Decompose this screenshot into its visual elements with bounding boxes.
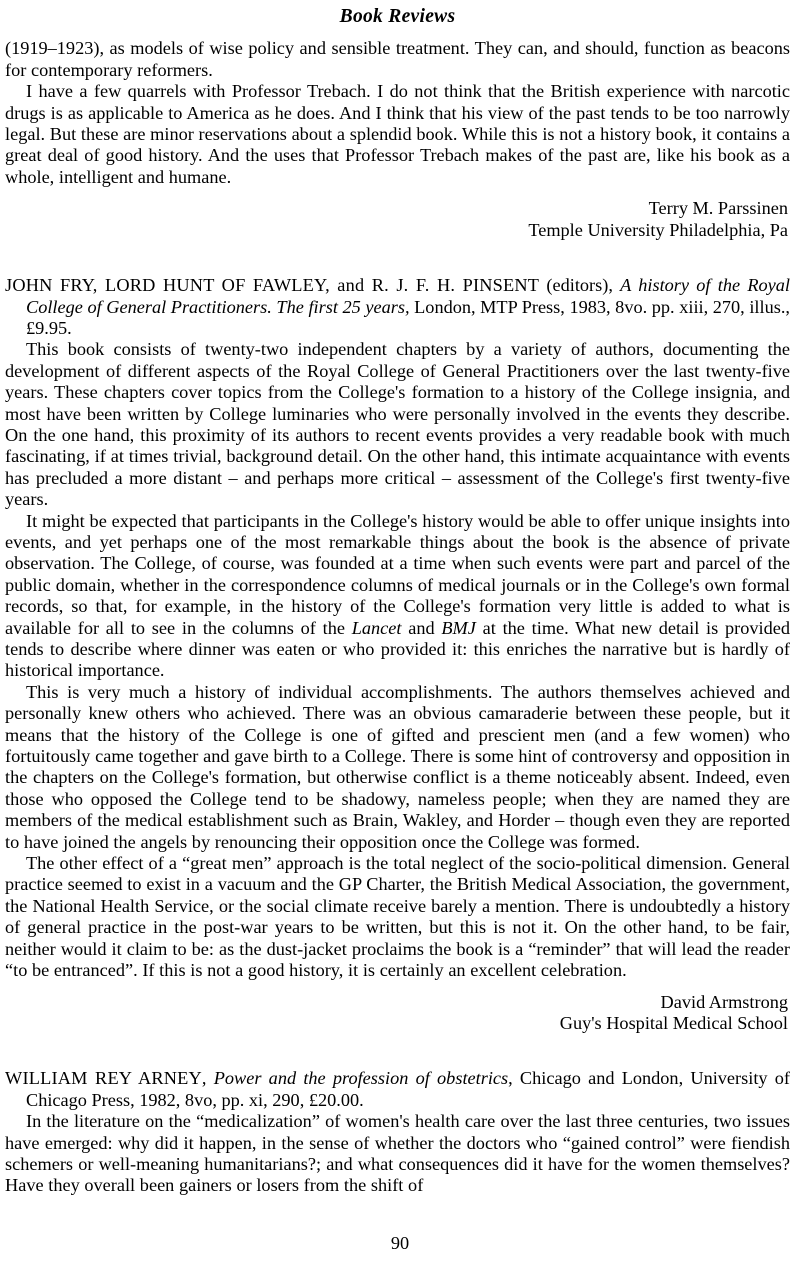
review-section-arney (5, 1068, 790, 1196)
reviewer-signature (5, 198, 790, 241)
paragraph: In the literature on the “medicalization” of women's health care over the last three centuries, two issues have emerged: why did it happen, in the sense of whether the doctors who “gained control” were fiendish schemers or well-meaning humanitarians?; and what consequences did it have for the women themselves? Have they overall been gainers or losers from the shift of (5, 1111, 790, 1196)
spacer (5, 982, 790, 992)
paragraph: The other effect of a “great men” approach is the total neglect of the socio-political dimension. General practice seemed to exist in a vacuum and the GP Charter, the British Medical Association, the government, the National Health Service, or the social climate receive barely a mention. There is undoubtedly a history of general practice in the post-war years to be written, but this is not it. On the other hand, to be fair, neither would it claim to be: as the dust-jacket proclaims the book is a “reminder” that will lead the reader “to be entranced”. If this is not a good history, it is certainly an excellent celebration. (5, 853, 790, 981)
journal-page (0, 6, 800, 1268)
journal-title-bmj: BMJ (441, 617, 476, 638)
citation-imprint: , Chicago and London, University of Chicago Press, 1982, 8vo, pp. xi, 290, £20.00. (26, 1068, 790, 1110)
reviewer-name: Terry M. Parssinen (648, 198, 788, 219)
paragraph: I have a few quarrels with Professor Trebach. I do not think that the British experience with narcotic drugs is as applicable to America as he does. And I think that his view of the past tends to be too narrowly legal. But these are minor reservations about a splendid book. While this is not a history book, it contains a great deal of good history. And the uses that Professor Trebach makes of the past are, like his book as a whole, intelligent and humane. (5, 81, 790, 187)
citation-separator: , (201, 1068, 214, 1089)
review-section-fry (5, 275, 790, 1034)
spacer (5, 188, 790, 198)
citation-title: A history of the Royal College of General Practitioners. The first 25 years, (26, 275, 790, 317)
paragraph: This is very much a history of individual accomplishments. The authors themselves achieved and personally knew others who achieved. There was an obvious camaraderie between these people, but it means that the history of the College is one of gifted and prescient men (and a few women) who fortuitously came together and gave birth to a College. There is some hint of controversy and opposition in the chapters on the College's formation, but otherwise conflict is a theme noticeably absent. Indeed, even those who opposed the College tend to be shadowy, nameless people; when they are named they are members of the medical establishment such as Brain, Wakley, and Horder – though even they are reported to have joined the angels by renouncing their opposition once the College was formed. (5, 681, 790, 852)
page-number: 90 (390, 1233, 410, 1253)
citation-authors: WILLIAM REY ARNEY (5, 1068, 202, 1089)
reviewer-name: David Armstrong (660, 991, 788, 1012)
paragraph-text-after: at the time. What new detail is provided tends to describe where dinner was eaten or who provided it: this enriches the narrative but is hardly of historical importance. (5, 617, 790, 681)
citation-editors-note: (editors), (539, 275, 621, 296)
book-citation (5, 275, 790, 339)
review-section-trebach (5, 38, 790, 241)
paragraph-with-journals (5, 511, 790, 682)
reviewer-signature (5, 992, 790, 1035)
spacer (5, 241, 790, 275)
citation-authors: JOHN FRY, LORD HUNT OF FAWLEY, and R. J. F. H. PINSENT (5, 275, 540, 296)
citation-imprint: London, MTP Press, 1983, 8vo. pp. xiii, 270, illus., £9.95. (26, 296, 790, 338)
running-head: Book Reviews (339, 6, 456, 27)
reviewer-affiliation: Temple University Philadelphia, Pa (528, 219, 788, 240)
journal-title-lancet: Lancet (351, 617, 402, 638)
paragraph: This book consists of twenty-two independent chapters by a variety of authors, documenting the development of different aspects of the Royal College of General Practitioners over the last twenty-five years. These chapters cover topics from the College's formation to a history of the College insignia, and most have been written by College luminaries who were personally involved in the events they describe. On the one hand, this proximity of its authors to recent events provides a very readable book with much fascinating, if at times trivial, background detail. On the other hand, this intimate acquaintance with events has precluded a more distant – and perhaps more critical – assessment of the College's first twenty-five years. (5, 339, 790, 510)
citation-title: Power and the profession of obstetrics (213, 1068, 509, 1089)
book-citation (5, 1068, 790, 1111)
reviewer-affiliation: Guy's Hospital Medical School (559, 1012, 788, 1033)
paragraph-continued: (1919–1923), as models of wise policy and sensible treatment. They can, and should, function as beacons for contemporary reformers. (5, 38, 790, 80)
spacer (5, 1034, 790, 1068)
paragraph-text-middle: and (401, 617, 442, 638)
paragraph-text-before: It might be expected that participants in the College's history would be able to offer unique insights into events, and yet perhaps one of the most remarkable things about the book is the absence of private observation. The College, of course, was founded at a time when such events were part and parcel of the public domain, whether in the correspondence columns of medical journals or in the College's own formal records, so that, for example, in the history of the College's formation very little is added to what is available for all to see in the columns of the (5, 510, 790, 638)
